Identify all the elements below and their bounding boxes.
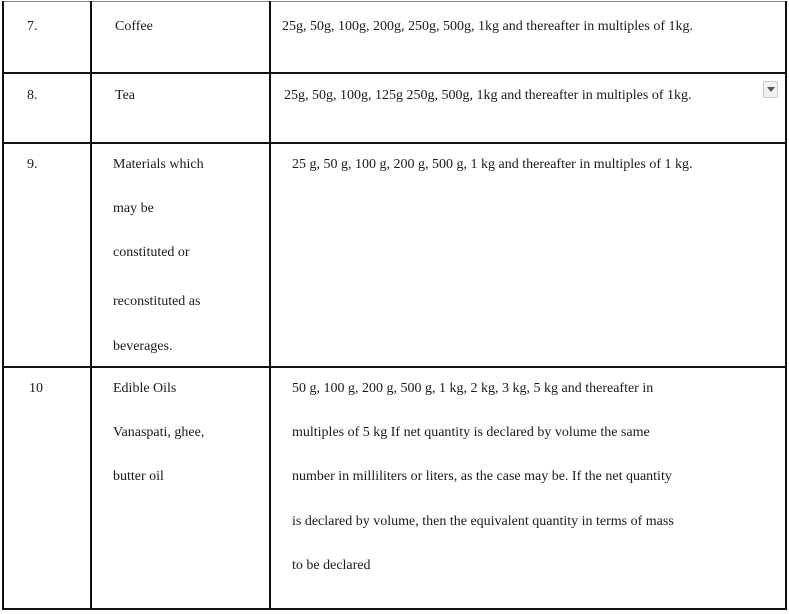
pack-sizes: 25g, 50g, 100g, 200g, 250g, 500g, 1kg and thereafter in multiples of 1kg. <box>282 19 693 34</box>
item-name-line: beverages. <box>113 339 173 354</box>
item-name-line: constituted or <box>113 245 190 260</box>
row-number: 9. <box>27 157 38 172</box>
item-name-line: Edible Oils <box>113 381 177 396</box>
column-divider <box>269 1 271 610</box>
pack-sizes-line: number in milliliters or liters, as the case may be. If the net quantity <box>292 469 672 484</box>
item-name-line: Materials which <box>113 157 204 172</box>
row-divider <box>2 72 787 74</box>
item-name-line: reconstituted as <box>113 294 201 309</box>
row-number: 7. <box>27 19 38 34</box>
dropdown-arrow-icon[interactable] <box>763 81 778 98</box>
pack-sizes-line: multiples of 5 kg If net quantity is declared by volume the same <box>292 425 650 440</box>
row-divider <box>2 366 787 368</box>
pack-sizes-line: to be declared <box>292 558 371 573</box>
pack-sizes: 25g, 50g, 100g, 125g 250g, 500g, 1kg and thereafter in multiples of 1kg. <box>284 88 692 103</box>
item-name: Coffee <box>115 19 153 34</box>
table-border-left <box>2 1 4 610</box>
item-name-line: may be <box>113 201 154 216</box>
row-number: 10 <box>29 381 43 396</box>
item-name-line: butter oil <box>113 469 164 484</box>
column-divider <box>90 1 92 610</box>
item-name-line: Vanaspati, ghee, <box>113 425 205 440</box>
pack-sizes: 25 g, 50 g, 100 g, 200 g, 500 g, 1 kg and thereafter in multiples of 1 kg. <box>292 157 693 172</box>
table-border-right <box>785 1 787 610</box>
item-name: Tea <box>115 88 136 103</box>
table-border-bottom <box>2 608 787 610</box>
pack-sizes-line: is declared by volume, then the equivalent quantity in terms of mass <box>292 514 674 529</box>
row-number: 8. <box>27 88 38 103</box>
table-border-top <box>2 1 787 2</box>
row-divider <box>2 142 787 144</box>
pack-sizes-line: 50 g, 100 g, 200 g, 500 g, 1 kg, 2 kg, 3 kg, 5 kg and thereafter in <box>292 381 654 396</box>
